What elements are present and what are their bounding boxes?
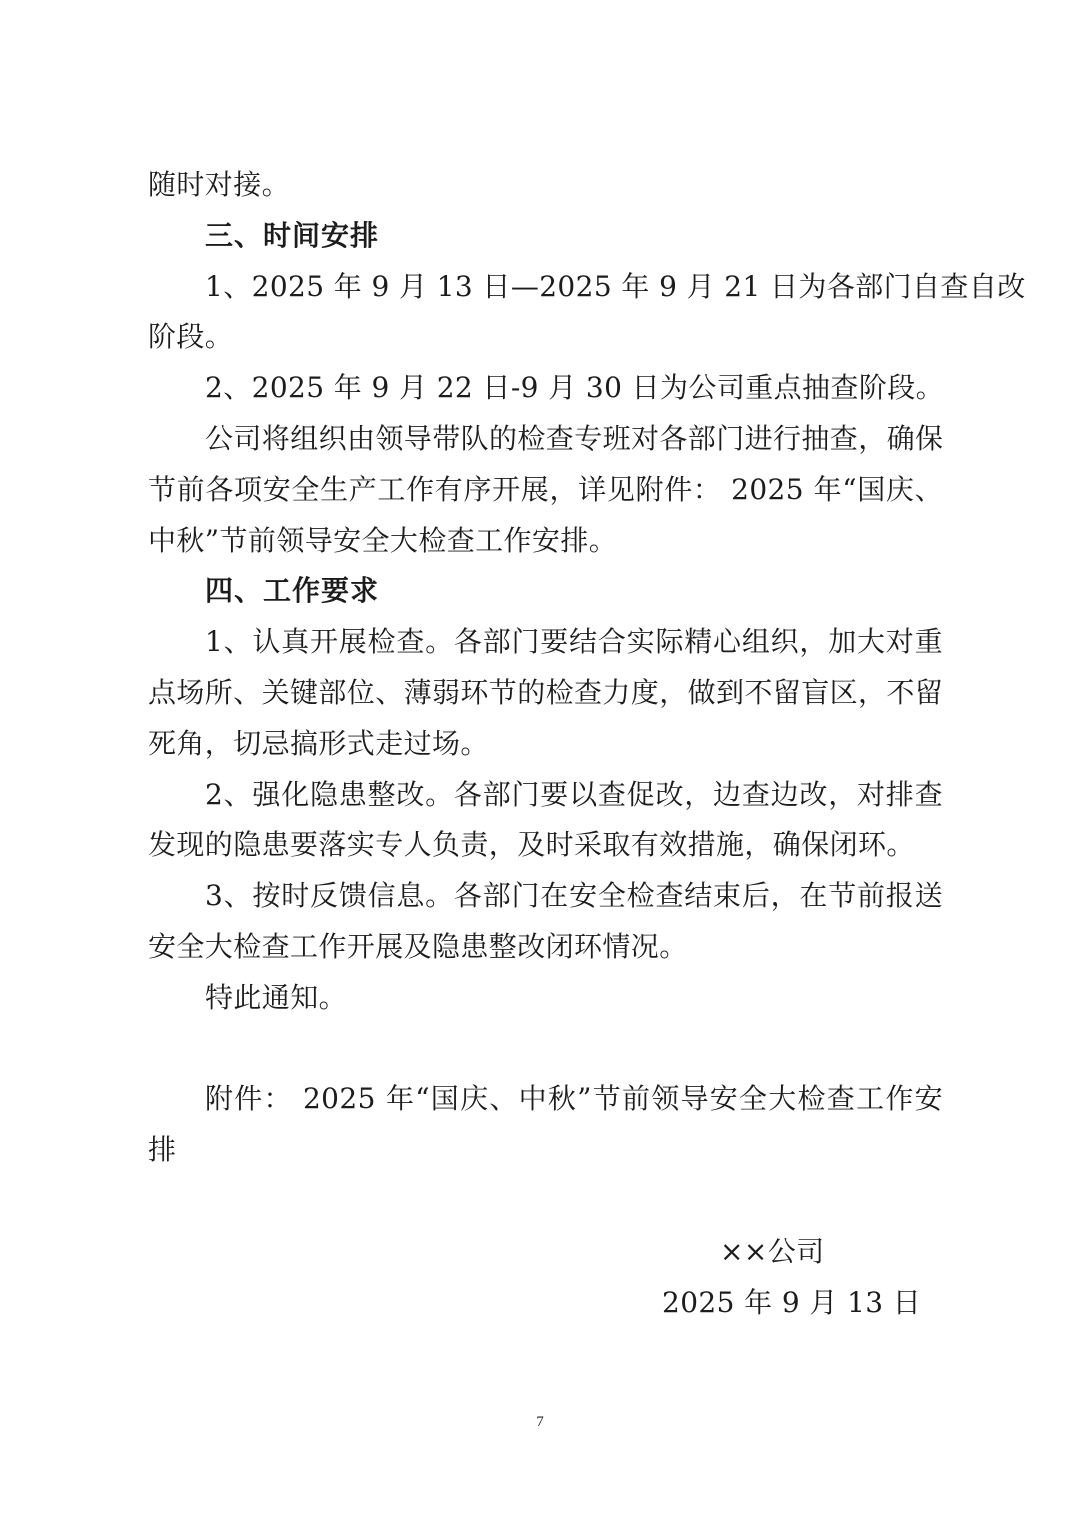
closing-statement: 特此通知。 — [205, 980, 348, 1014]
section-time-schedule — [148, 211, 1026, 567]
paragraph-line: 安全大检查工作开展及隐患整改闭环情况。 — [148, 929, 688, 963]
section-heading: 四、工作要求 — [205, 574, 380, 608]
paragraph-line: 阶段。 — [148, 320, 234, 354]
page-number: 7 — [536, 1414, 544, 1430]
attachment-note — [148, 1074, 943, 1176]
schedule-item-1 — [148, 262, 1026, 364]
signature-company: ××公司 — [720, 1234, 825, 1268]
continuation-paragraph — [148, 160, 943, 211]
section-work-requirements — [148, 566, 943, 972]
signature-block — [148, 1227, 943, 1329]
paragraph-line: 附件： 2025 年“国庆、中秋”节前领导安全大检查工作安 — [205, 1082, 943, 1116]
paragraph-line: 1、认真开展检查。各部门要结合实际精心组织，加大对重 — [205, 625, 943, 659]
paragraph-line: 公司将组织由领导带队的检查专班对各部门进行抽查，确保 — [205, 421, 944, 455]
blank-line — [148, 1176, 943, 1227]
paragraph-line: 节前各项安全生产工作有序开展，详见附件： 2025 年“国庆、 — [148, 472, 943, 506]
paragraph-line: 发现的隐患要落实专人负责，及时采取有效措施，确保闭环。 — [148, 828, 915, 862]
paragraph-line: 1、2025 年 9 月 13 日—2025 年 9 月 21 日为各部门自查自改 — [205, 269, 1026, 303]
paragraph-line: 随时对接。 — [148, 168, 291, 201]
signature-date: 2025 年 9 月 13 日 — [662, 1285, 922, 1319]
paragraph-line: 死角，切忌搞形式走过场。 — [148, 726, 489, 760]
schedule-item-2 — [148, 363, 943, 414]
paragraph-line: 排 — [148, 1133, 177, 1167]
paragraph-line: 2、强化隐患整改。各部门要以查促改，边查边改，对排查 — [205, 777, 943, 811]
paragraph-line: 点场所、关键部位、薄弱环节的检查力度，做到不留盲区，不留 — [148, 675, 944, 709]
section-heading: 三、时间安排 — [205, 218, 380, 252]
blank-line — [148, 1024, 943, 1075]
schedule-note — [148, 414, 943, 566]
requirement-item-1 — [148, 617, 943, 769]
paragraph-line: 2、2025 年 9 月 22 日-9 月 30 日为公司重点抽查阶段。 — [205, 371, 945, 405]
requirement-item-3 — [148, 871, 943, 973]
paragraph-line: 中秋”节前领导安全大检查工作安排。 — [148, 523, 618, 557]
paragraph-line: 3、按时反馈信息。各部门在安全检查结束后，在节前报送 — [205, 879, 943, 913]
requirement-item-2 — [148, 770, 943, 872]
document-body — [148, 160, 1026, 1328]
